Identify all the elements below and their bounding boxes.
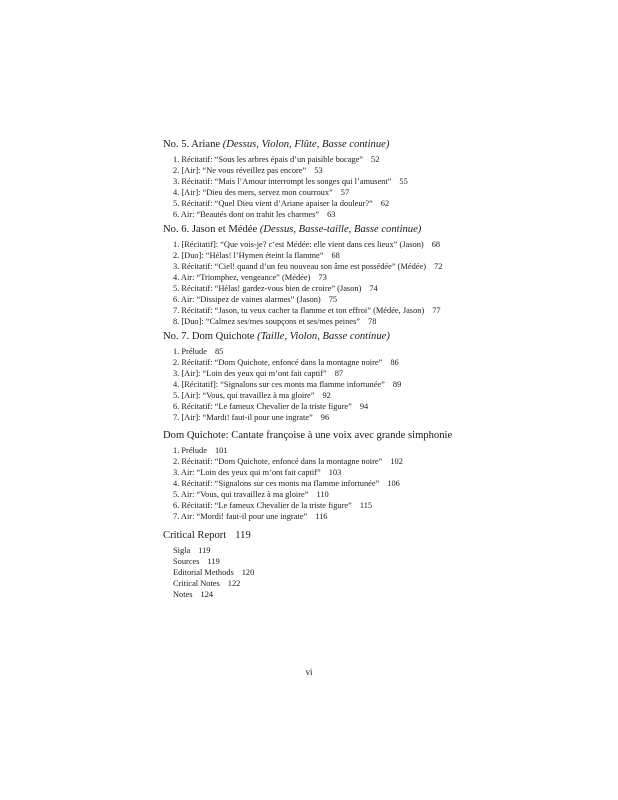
toc-entry — [173, 489, 583, 500]
entry-page-number: 52 — [371, 155, 380, 164]
entry-title: Notes — [173, 590, 193, 599]
toc-entry — [173, 176, 583, 187]
section-instrumentation: (Taille, Violon, Basse continue) — [257, 331, 390, 342]
entry-page-number: 72 — [434, 262, 443, 271]
entry-page-number: 87 — [334, 369, 344, 378]
entry-page-number: 103 — [328, 468, 342, 477]
entry-page-number: 101 — [214, 446, 228, 455]
toc-entry — [173, 250, 583, 261]
toc-entry — [173, 412, 583, 423]
entry-list — [173, 346, 583, 423]
entry-title: Critical Notes — [173, 579, 220, 588]
entry-page-number: 86 — [390, 358, 399, 367]
entry-title: 5. Récitatif: “Hélas! gardez-vous bien de croire” (Jason) — [173, 284, 362, 293]
entry-title: 6. Air: “Beautés dont on trahit les charmes” — [173, 210, 320, 219]
toc-entry — [173, 390, 583, 401]
entry-page-number: 116 — [315, 512, 328, 521]
toc-section — [163, 529, 583, 600]
toc-entry — [173, 357, 583, 368]
section-heading — [163, 223, 583, 237]
toc-entry — [173, 261, 583, 272]
toc-entry — [173, 578, 583, 589]
toc-section — [163, 330, 583, 423]
toc-entry — [173, 294, 583, 305]
entry-page-number: 119 — [207, 557, 220, 566]
entry-page-number: 68 — [431, 240, 441, 249]
entry-page-number: 110 — [316, 490, 329, 499]
entry-title: 8. [Duo]: “Calmez ses/mes soupçons et ses/mes peines” — [173, 317, 360, 326]
toc-section — [163, 138, 583, 220]
entry-title: 3. Air: “Loin des yeux qui m’ont fait captif” — [173, 468, 321, 477]
entry-page-number: 115 — [359, 501, 373, 510]
entry-title: 2. [Air]: “Ne vous réveillez pas encore” — [173, 166, 307, 175]
section-title: No. 6. Jason et Médée — [163, 224, 258, 235]
entry-title: 1. Récitatif: “Sous les arbres épais d’un paisible bocage” — [173, 155, 364, 164]
toc-section — [163, 429, 583, 522]
toc-entry — [173, 187, 583, 198]
section-instrumentation: (Dessus, Basse-taille, Basse continue) — [259, 224, 422, 235]
toc-entry — [173, 379, 583, 390]
entry-page-number: 68 — [331, 251, 340, 260]
page-number: vi — [305, 667, 313, 677]
section-heading — [163, 138, 583, 152]
entry-title: 1. Prélude — [173, 347, 207, 356]
toc-entry — [173, 239, 583, 250]
entry-page-number: 96 — [320, 413, 330, 422]
toc-entry — [173, 511, 583, 522]
entry-title: 4. [Air]: “Dieu des mers, servez mon courroux” — [173, 188, 333, 197]
entry-page-number: 74 — [369, 284, 378, 293]
entry-page-number: 75 — [328, 295, 338, 304]
section-instrumentation: (Dessus, Violon, Flûte, Basse continue) — [222, 139, 390, 150]
entry-title: 5. [Air]: “Vous, qui travaillez à ma gloire” — [173, 391, 315, 400]
entry-page-number: 73 — [318, 273, 327, 282]
entry-list — [173, 154, 583, 220]
entry-list — [173, 239, 583, 327]
entry-title: Editorial Methods — [173, 568, 234, 577]
entry-title: 6. Récitatif: “Le fameux Chevalier de la triste figure” — [173, 402, 352, 411]
section-page-number: 119 — [235, 530, 251, 541]
entry-page-number: 57 — [340, 188, 350, 197]
toc-entry — [173, 368, 583, 379]
entry-page-number: 120 — [241, 568, 255, 577]
entry-page-number: 55 — [399, 177, 408, 186]
toc-entry — [173, 500, 583, 511]
section-heading — [163, 429, 583, 443]
entry-page-number: 106 — [387, 479, 400, 488]
toc-entry — [173, 567, 583, 578]
entry-title: 7. Air: “Mordi! faut-il pour une ingrate” — [173, 512, 308, 521]
entry-list — [173, 545, 583, 600]
entry-title: 3. Récitatif: “Ciel! quand d’un feu nouveau son âme est possédée” (Médée) — [173, 262, 427, 271]
section-heading — [163, 330, 583, 344]
toc-entry — [173, 346, 583, 357]
toc-entry — [173, 209, 583, 220]
entry-page-number: 94 — [359, 402, 369, 411]
entry-page-number: 85 — [214, 347, 224, 356]
entry-page-number: 92 — [322, 391, 331, 400]
entry-title: 5. Air: “Vous, qui travaillez à ma gloire” — [173, 490, 309, 499]
toc-entry — [173, 445, 583, 456]
entry-page-number: 78 — [368, 317, 377, 326]
toc-entry — [173, 456, 583, 467]
section-title: No. 7. Dom Quichote — [163, 331, 255, 342]
entry-title: 4. [Récitatif]: “Signalons sur ces monts ma flamme infortunée” — [173, 380, 385, 389]
entry-title: 4. Récitatif: “Signalons sur ces monts ma flamme infortunée” — [173, 479, 380, 488]
entry-list — [173, 445, 583, 522]
section-title: Dom Quichote: Cantate françoise à une voix avec grande simphonie — [163, 430, 453, 441]
entry-title: 2. Récitatif: “Dom Quichote, enfoncé dans la montagne noire” — [173, 457, 383, 466]
entry-page-number: 53 — [314, 166, 323, 175]
entry-page-number: 62 — [380, 199, 390, 208]
table-of-contents — [163, 138, 583, 603]
entry-page-number: 119 — [198, 546, 211, 555]
toc-entry — [173, 154, 583, 165]
toc-entry — [173, 401, 583, 412]
toc-entry — [173, 165, 583, 176]
entry-title: 2. Récitatif: “Dom Quichote, enfoncé dans la montagne noire” — [173, 358, 383, 367]
entry-title: 7. Récitatif: “Jason, tu veux cacher ta flamme et ton effroi” (Médée, Jason) — [173, 306, 425, 315]
entry-title: 1. [Récitatif]: “Que vois-je? c’est Médée: elle vient dans ces lieux” (Jason) — [173, 240, 424, 249]
entry-title: 4. Air: “Triomphez, vengeance” (Médée) — [173, 273, 311, 282]
toc-entry — [173, 272, 583, 283]
toc-entry — [173, 316, 583, 327]
entry-title: 7. [Air]: “Mardi! faut-il pour une ingrate” — [173, 413, 313, 422]
toc-entry — [173, 556, 583, 567]
entry-title: 6. Récitatif: “Le fameux Chevalier de la triste figure” — [173, 501, 352, 510]
toc-entry — [173, 198, 583, 209]
section-heading — [163, 529, 583, 543]
entry-title: 5. Récitatif: “Quel Dieu vient d’Ariane apaiser la douleur?” — [173, 199, 373, 208]
toc-entry — [173, 305, 583, 316]
toc-entry — [173, 467, 583, 478]
entry-title: Sigla — [173, 546, 191, 555]
entry-page-number: 77 — [432, 306, 441, 315]
toc-entry — [173, 478, 583, 489]
entry-page-number: 122 — [227, 579, 241, 588]
entry-title: 6. Air: “Dissipez de vaines alarmes” (Jason) — [173, 295, 321, 304]
entry-page-number: 124 — [200, 590, 214, 599]
toc-entry — [173, 589, 583, 600]
entry-title: 1. Prélude — [173, 446, 207, 455]
entry-page-number: 89 — [392, 380, 402, 389]
entry-title: 3. [Air]: “Loin des yeux qui m’ont fait captif” — [173, 369, 327, 378]
entry-title: 2. [Duo]: “Hélas! l’Hymen éteint la flamme” — [173, 251, 324, 260]
entry-page-number: 63 — [327, 210, 336, 219]
toc-entry — [173, 283, 583, 294]
toc-section — [163, 223, 583, 327]
entry-title: 3. Récitatif: “Mais l’Amour interrompt les songes qui l’amusent” — [173, 177, 392, 186]
section-title: No. 5. Ariane — [163, 139, 221, 150]
section-title: Critical Report — [163, 530, 227, 541]
entry-page-number: 102 — [390, 457, 403, 466]
entry-title: Sources — [173, 557, 200, 566]
toc-entry — [173, 545, 583, 556]
